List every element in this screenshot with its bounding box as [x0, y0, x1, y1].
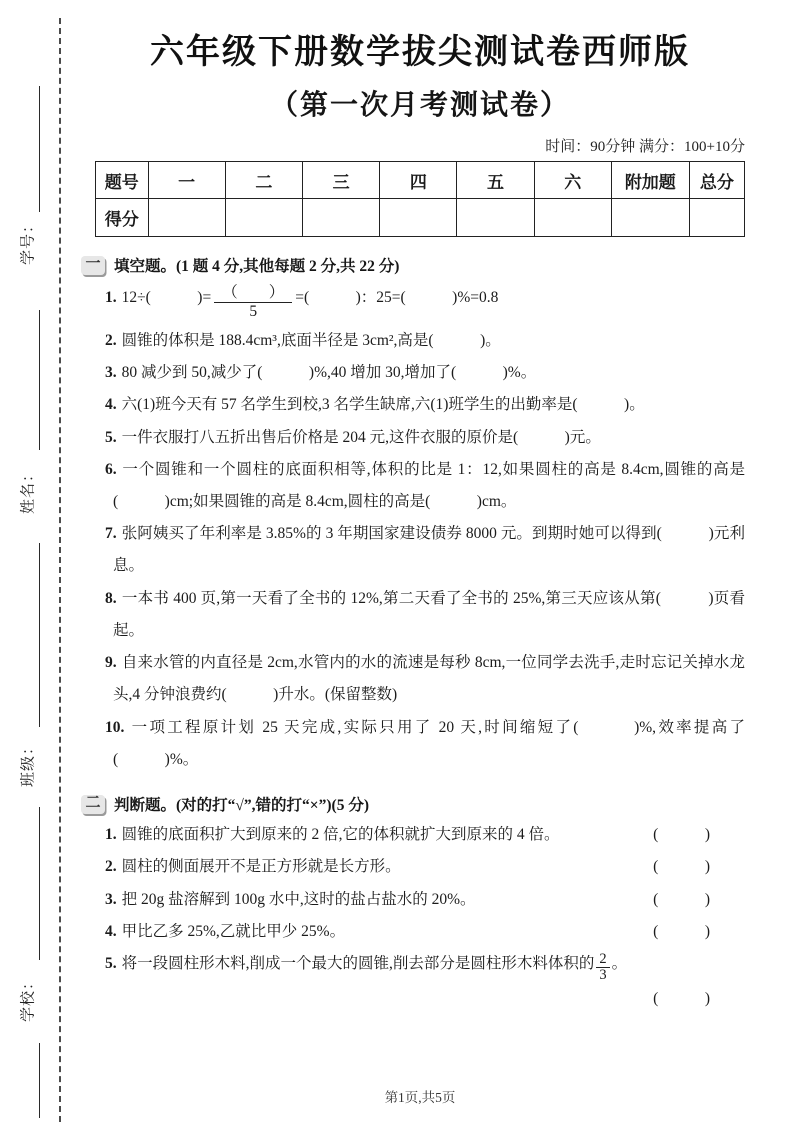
question-text: 把 20g 盐溶解到 100g 水中,这时的盐占盐水的 20%。 — [121, 890, 476, 908]
score-cell-empty — [303, 199, 380, 237]
page-title: 六年级下册数学拔尖测试卷西师版 — [150, 34, 690, 71]
question-text: 六(1)班今天有 57 名学生到校,3 名学生缺席,六(1)班学生的出勤率是( )。 — [121, 396, 645, 414]
section2-marker-badge: 二 — [81, 795, 105, 814]
class-label: 班级： — [20, 738, 37, 788]
score-table-header-row — [96, 162, 745, 199]
score-table-header-cell: 三 — [303, 162, 380, 199]
question-number: 9. — [105, 654, 117, 672]
name-fill-line — [39, 310, 40, 450]
question-text: 一项工程原计划 25 天完成,实际只用了 20 天,时间缩短了( )%,效率提高了( )%。 — [113, 718, 745, 768]
question-number: 1. — [105, 289, 117, 306]
section1-marker-badge: 一 — [81, 256, 105, 275]
fill-question-2 — [95, 325, 745, 357]
score-cell-empty — [225, 199, 302, 237]
school-fill-line — [39, 807, 40, 960]
question-number: 5. — [105, 428, 117, 446]
fill-question-10 — [95, 712, 745, 776]
score-cell-empty — [380, 199, 457, 237]
main-content — [85, 0, 745, 1016]
bottom-fill-line — [39, 1043, 40, 1118]
question-text: 张阿姨买了年利率是 3.85%的 3 年期国家建设债券 8000 元。到期时她可以得到( )元利息。 — [113, 525, 745, 575]
score-table-header-cell: 题号 — [96, 162, 149, 199]
fill-question-6 — [95, 454, 745, 518]
page-footer: 第1页,共5页 — [384, 1090, 456, 1105]
question-text: 自来水管的内直径是 2cm,水管内的水的流速是每秒 8cm,一位同学去洗手,走时忘记关掉水龙头,4 分钟浪费约( )升水。(保留整数) — [113, 654, 745, 704]
question-number: 10. — [105, 718, 125, 736]
page-subtitle: （第一次月考测试卷） — [269, 90, 570, 121]
question-number: 4. — [105, 396, 117, 414]
question-text: =( )：25=( )%=0.8 — [295, 289, 499, 306]
fraction-two-thirds: $\frac{2}{3}$ — [596, 952, 609, 983]
fill-question-1 — [95, 282, 745, 321]
time-score-line: 时间：90分钟 满分：100+10分 — [545, 139, 745, 155]
question-text: 一个圆锥和一个圆柱的底面积相等,体积的比是 1：12,如果圆柱的高是 8.4cm,圆锥的高是( )cm;如果圆锥的高是 8.4cm,圆柱的高是( )cm。 — [113, 460, 745, 510]
fill-question-4 — [95, 389, 745, 421]
score-table-header-cell: 五 — [457, 162, 534, 199]
section2-header — [81, 793, 745, 815]
fill-question-8 — [95, 583, 745, 647]
question-number: 1. — [105, 826, 117, 844]
question-text: 将一段圆柱形木料,削成一个最大的圆锥,削去部分是圆柱形木料体积的 — [121, 955, 595, 973]
question-number: 8. — [105, 589, 117, 607]
question-text: 一件衣服打八五折出售后价格是 204 元,这件衣服的原价是( )元。 — [121, 428, 601, 446]
judge-question-1 — [95, 819, 745, 851]
question-number: 6. — [105, 460, 117, 478]
score-table-header-cell: 一 — [148, 162, 225, 199]
question-text: 80 减少到 50,减少了( )%,40 增加 30,增加了( )%。 — [121, 364, 537, 382]
score-table-header-cell: 六 — [534, 162, 611, 199]
judge-question-5-answer-blank: ( ) — [653, 990, 710, 1008]
fill-question-7 — [95, 518, 745, 582]
class-fill-line — [39, 543, 40, 727]
question-text: 一本书 400 页,第一天看了全书的 12%,第二天看了全书的 25%,第三天应该从第( )页看起。 — [113, 589, 745, 639]
school-label: 学校： — [20, 973, 37, 1023]
question-text: 圆柱的侧面展开不是正方形就是长方形。 — [121, 858, 401, 876]
judge-question-3 — [95, 884, 745, 916]
answer-blank: ( ) — [653, 826, 710, 844]
judge-question-5 — [95, 948, 745, 983]
question-text-tail: 。 — [611, 955, 628, 973]
question-number: 4. — [105, 922, 117, 940]
answer-blank: ( ) — [653, 922, 710, 940]
score-cell-empty — [534, 199, 611, 237]
section2-title: 判断题。(对的打“√”,错的打“×”)(5 分) — [114, 797, 369, 815]
fill-question-5 — [95, 422, 745, 454]
question-number: 7. — [105, 525, 117, 543]
score-cell-empty — [689, 199, 744, 237]
score-cell-empty — [611, 199, 689, 237]
score-row-label: 得分 — [96, 199, 149, 237]
fill-question-3 — [95, 357, 745, 389]
score-table-header-cell: 四 — [380, 162, 457, 199]
question-number: 2. — [105, 858, 117, 876]
question-number: 3. — [105, 890, 117, 908]
answer-blank: ( ) — [653, 858, 710, 876]
score-table-header-cell: 二 — [225, 162, 302, 199]
score-cell-empty — [457, 199, 534, 237]
question-number: 5. — [105, 955, 117, 973]
score-table-score-row — [96, 199, 745, 237]
question-text: 12÷( )= — [121, 289, 212, 306]
question-text: 甲比乙多 25%,乙就比甲少 25%。 — [121, 922, 346, 940]
score-table — [95, 161, 745, 237]
fold-dashed-line — [59, 18, 61, 1122]
name-label: 姓名： — [20, 465, 37, 515]
question-number: 2. — [105, 331, 117, 349]
question-text: 圆锥的体积是 188.4cm³,底面半径是 3cm²,高是( )。 — [121, 331, 501, 349]
question-text: 圆锥的底面积扩大到原来的 2 倍,它的体积就扩大到原来的 4 倍。 — [121, 826, 560, 844]
fill-question-9 — [95, 647, 745, 711]
score-cell-empty — [148, 199, 225, 237]
answer-blank: ( ) — [653, 890, 710, 908]
judge-question-4 — [95, 916, 745, 948]
section1-title: 填空题。(1 题 4 分,其他每题 2 分,共 22 分) — [114, 258, 400, 275]
score-table-header-cell: 附加题 — [611, 162, 689, 199]
question-number: 3. — [105, 364, 117, 382]
judge-question-2 — [95, 851, 745, 883]
student-id-fill-line — [39, 86, 40, 212]
fraction-blank: $\frac{( )}{5}$ — [214, 284, 292, 321]
score-table-header-cell: 总分 — [689, 162, 744, 199]
student-id-label: 学号： — [20, 216, 37, 266]
section1-header — [81, 254, 745, 276]
